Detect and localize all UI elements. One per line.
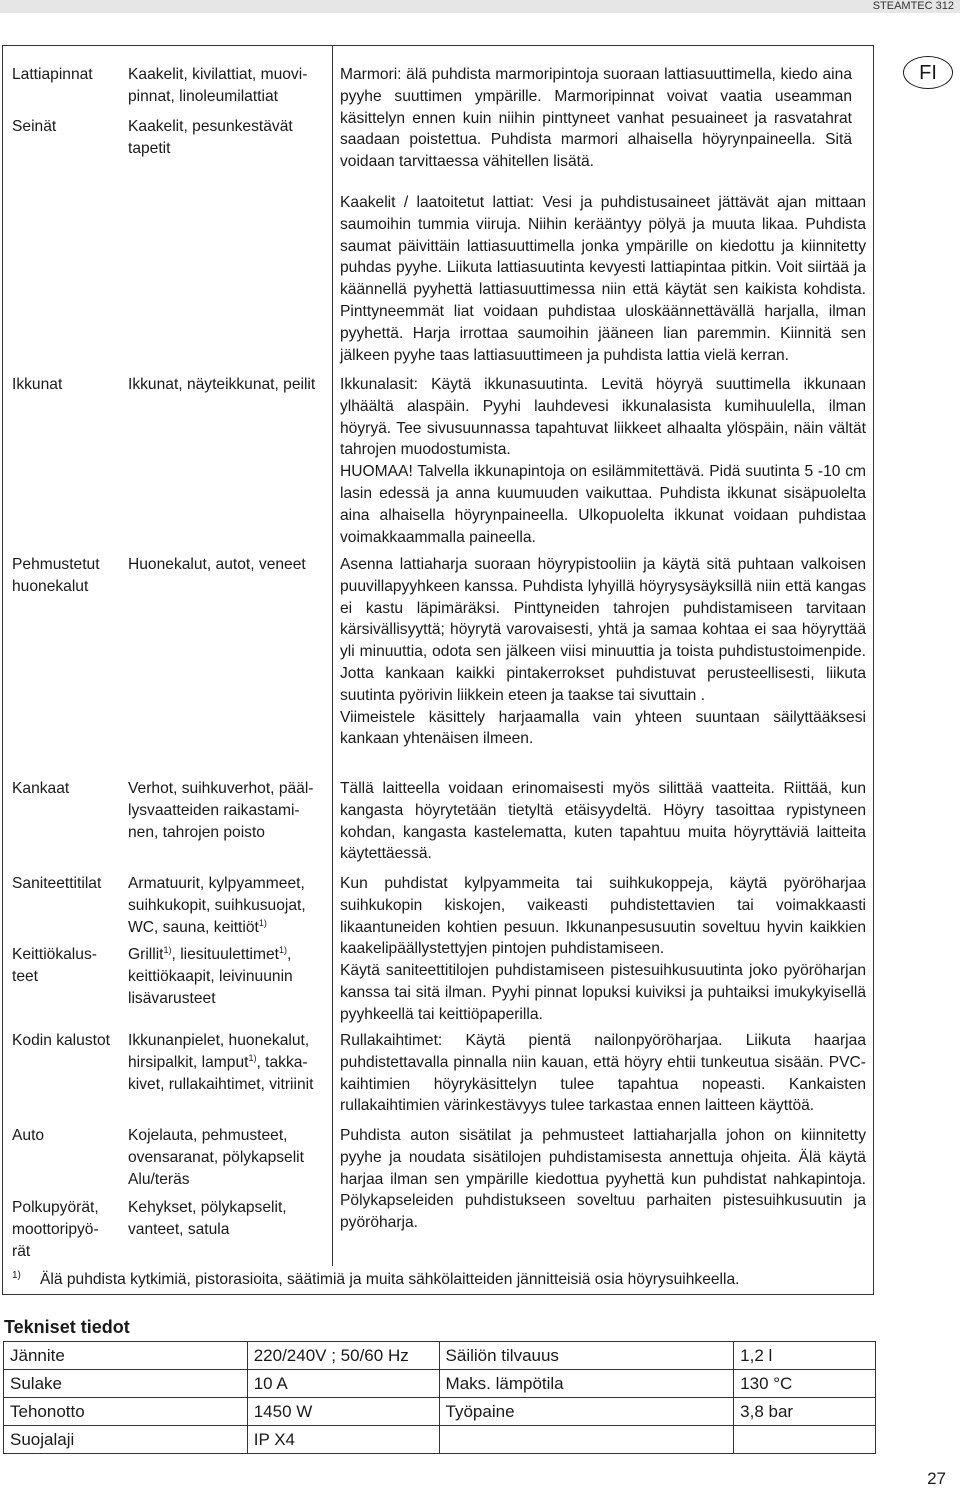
- spec-value: 3,8 bar: [734, 1398, 876, 1426]
- spec-value: 1450 W: [247, 1398, 439, 1426]
- spec-label: Suojalaji: [4, 1426, 248, 1454]
- spec-label: Jännite: [4, 1342, 248, 1370]
- tech-table: [3, 1341, 876, 1454]
- surface-saniteettitilat: Saniteettitilat: [12, 875, 102, 892]
- spec-label: [439, 1426, 734, 1454]
- items-kodin-part-a: Ikkunanpielet, huonekalut, hirsipalkit, lamput: [128, 1032, 310, 1071]
- spec-value: 1,2 l: [734, 1342, 876, 1370]
- footnote-ref: 1): [258, 917, 267, 928]
- table-row: [4, 1398, 876, 1426]
- items-saniteettitilat-text: Armatuurit, kylpyammeet, suihkukopit, suihkusuojat, WC, sauna, keittiöt: [128, 875, 306, 936]
- items-ikkunat: Ikkunat, näyteikkunat, peilit: [128, 376, 316, 393]
- items-lattiapinnat: Kaakelit, kivilattiat, muovi- pinnat, linoleumilattiat: [128, 66, 308, 105]
- items-kodin-kalustot: [128, 1030, 326, 1095]
- surface-keittiokalusteet: Keittiökalus- teet: [12, 946, 97, 985]
- brand-label: STEAMTEC 312: [872, 0, 954, 12]
- tech-title: Tekniset tiedot: [4, 1317, 130, 1337]
- surface-kodin-kalustot: Kodin kalustot: [12, 1032, 110, 1049]
- items-polkupyorat: Kehykset, pölykapselit, vanteet, satula: [128, 1199, 287, 1238]
- items-keittio-part-a: Grillit: [128, 946, 164, 963]
- surface-pehmustetut: Pehmustetut huonekalut: [12, 556, 100, 595]
- items-pehmustetut: Huonekalut, autot, veneet: [128, 556, 306, 573]
- instruction-kankaat: Tällä laitteella voidaan erinomaisesti myös silittää vaatteita. Riittää, kun kangasta höyrytetään tietyltä etäisyydeltä. Höyry tasoittaa rypistyneen kohdan, kangasta kastelematta, kuten tapahtuu muita höyryttäviä laitteita käytettäessä.: [340, 780, 866, 863]
- instruction-pehmustetut: Asenna lattiaharja suoraan höyrypistooliin ja käytä sitä puhtaan valkoisen puuvillapyyhkeen kanssa. Puhdista lyhyillä höyrysysäyksillä niin että kangas ei kastu läpimäräksi. Pinttyneiden tahrojen puhdistamiseen tarvitaan kärsivällisyyttä; höyrytä varovaisesti, yhtä ja samaa kohtaa ei saa höyryttää yli minuuttia, odota sen jälkeen viisi minuuttia ja toista puhdistustoimenpide. Jotta kankaan kaikki pintakerrokset puhdistuvat perusteellisesti, liikuta suutinta pyörivin liikkein eteen ja taakse tai sivuttain . Viimeistele käsittely harjaamalla vain yhteen suuntaan säilyttääksesi kankaan yhtenäisen ilmeen.: [340, 556, 866, 748]
- footnote-text: Älä puhdista kytkimiä, pistorasioita, säätimiä ja muita sähkölaitteiden jännitteisiä osia höyrysuihkeella.: [40, 1271, 740, 1288]
- instruction-auto: Puhdista auton sisätilat ja pehmusteet lattiaharjalla johon on kiinnitetty pyyhe ja noudata sisätilojen puhdistamisesta annettuja ohjeita. Älä käytä harjaa ilman sen ympärille kiedottua pyyhettä kun puhdistat nahkapintoja. Pölykapseleiden puhdistukseen soveltuu parhaiten pistesuihkusuutin ja pyöröharja.: [340, 1127, 866, 1232]
- surface-seinat: Seinät: [12, 118, 57, 135]
- spec-value: 10 A: [247, 1370, 439, 1398]
- instruction-kodin: Rullakaihtimet: Käytä pientä nailonpyöröharjaa. Liikuta haarjaa puhdistettavalla pinnalla niin kauan, että höyry ehtii tunkeutua sisään. PVC-kaihtimien höyrykäsittelyn tulee tapahtua nopeasti. Kankaisten rullakaihtimien värinkestävyys tulee tarkastaa ennen laitteen käyttöä.: [340, 1032, 866, 1115]
- spec-value: 220/240V ; 50/60 Hz: [247, 1342, 439, 1370]
- surface-kankaat: Kankaat: [12, 780, 70, 797]
- items-seinat: Kaakelit, pesunkestävät tapetit: [128, 118, 293, 157]
- footnote-ref: 1): [248, 1052, 257, 1063]
- spec-label: Maks. lämpötila: [439, 1370, 734, 1398]
- column-divider: [332, 45, 333, 1266]
- header-bar: [0, 0, 960, 13]
- items-keittio-part-b: , liesituulettimet: [171, 946, 279, 963]
- spec-label: Työpaine: [439, 1398, 734, 1426]
- surface-auto: Auto: [12, 1127, 45, 1144]
- instruction-kaakelit: Kaakelit / laatoitetut lattiat: Vesi ja puhdistusaineet jättävät ajan mittaan saumoihin tummia viiruja. Niihin kerääntyy pölyä ja muuta likaa. Puhdista saumat päivittäin lattiasuuttimella jonka ympärille on kiedottu ja kiinnitetty puhdas pyyhe. Liikuta lattiasuutinta kevyesti lattiapintaa pitkin. Voit siirtää ja käännellä pyyhettä lattiasuuttimessa niin että käytät sen kaikista kohdista. Pinttyneemmät liat voidaan puhdistaa uloskäännettävällä harjalla, ilman pyyhettä. Harja irrottaa saumoihin jääneen lian paremmin. Kiinnitä sen jälkeen pyyhe taas lattiasuuttimeen ja puhdista lattia vielä kerran.: [340, 194, 866, 364]
- spec-label: Sulake: [4, 1370, 248, 1398]
- footnote-ref: 1): [163, 944, 172, 955]
- items-kodin-part-b: , takka- kivet, rullakaihtimet, vitriinit: [128, 1053, 314, 1093]
- items-kankaat: Verhot, suihkuverhot, pääl- lysvaatteiden raikastami- nen, tahrojen poisto: [128, 780, 314, 841]
- page-number: 27: [927, 1469, 946, 1488]
- footnote-ref: 1): [279, 944, 288, 955]
- instruction-saniteetti: Kun puhdistat kylpyammeita tai suihkukoppeja, käytä pyöröharjaa suihkukopin kiskojen, vaikeasti puhdistettavien tai voimakkaasti likaantuneiden kohtien pesuun. Ikkunanpesusuutin soveltuu hyvin kaikkien kaakelipäällystettyjen pintojen puhdistamiseen. Käytä saniteettitilojen puhdistamiseen pistesuihkusuutinta joko pyöröharjan kanssa tai sitä ilman. Pyyhi pinnat lopuksi kuiviksi ja puhtaiksi imukykyisellä pyyhkeellä tai keittiöpaperilla.: [340, 875, 866, 1023]
- spec-value: IP X4: [247, 1426, 439, 1454]
- language-badge: FI: [903, 56, 953, 89]
- instruction-marmori: Marmori: älä puhdista marmoripintoja suoraan lattiasuuttimella, kiedo aina pyyhe suuttimen ympärille. Marmoripinnat voivat vaatia useamman käsittelyn ennen kuin niihin pinttyneet vanhat pesuaineet ja rasvatahrat saadaan poistettua. Puhdista marmori alhaisella höyrynpaineella. Sitä voidaan tarvittaessa vähitellen lisätä.: [340, 66, 852, 171]
- spec-value: [734, 1426, 876, 1454]
- footnote-mark: 1): [12, 1270, 21, 1281]
- table-row: [4, 1426, 876, 1454]
- items-auto: Kojelauta, pehmusteet, ovensaranat, pölykapselit Alu/teräs: [128, 1127, 304, 1188]
- spec-label: Tehonotto: [4, 1398, 248, 1426]
- table-row: [4, 1370, 876, 1398]
- instruction-ikkunat: Ikkunalasit: Käytä ikkunasuutinta. Levitä höyryä suuttimella ikkunaan ylhäältä alaspäin. Pyyhi lauhdevesi ikkunalasista kumihuulella, ilman höyryä. Tee sivusuunnassa tapahtuvat liikkeet alhaalta ylöspäin, näin vältät tahrojen muodostumista. HUOMAA! Talvella ikkunapintoja on esilämmitettävä. Pidä suutinta 5 -10 cm lasin edessä ja anna kuumuuden vaikuttaa. Puhdista ikkunat sisäpuolelta aina alhaisella höyrynpaineella. Ulkopuolelta ikkunat voidaan puhdistaa voimakkaammalla paineella.: [340, 376, 866, 546]
- items-keittio-part-c: , keittiökaapit, leivinuunin lisävarusteet: [128, 946, 293, 1007]
- surface-polkupyorat: Polkupyörät, moottoripyö- rät: [12, 1199, 99, 1260]
- surface-ikkunat: Ikkunat: [12, 376, 63, 393]
- surface-lattiapinnat: Lattiapinnat: [12, 66, 93, 83]
- table-row: [4, 1342, 876, 1370]
- items-keittiokalusteet: [128, 944, 326, 1009]
- spec-value: 130 °C: [734, 1370, 876, 1398]
- spec-label: Säiliön tilvauus: [439, 1342, 734, 1370]
- items-saniteettitilat: [128, 873, 326, 938]
